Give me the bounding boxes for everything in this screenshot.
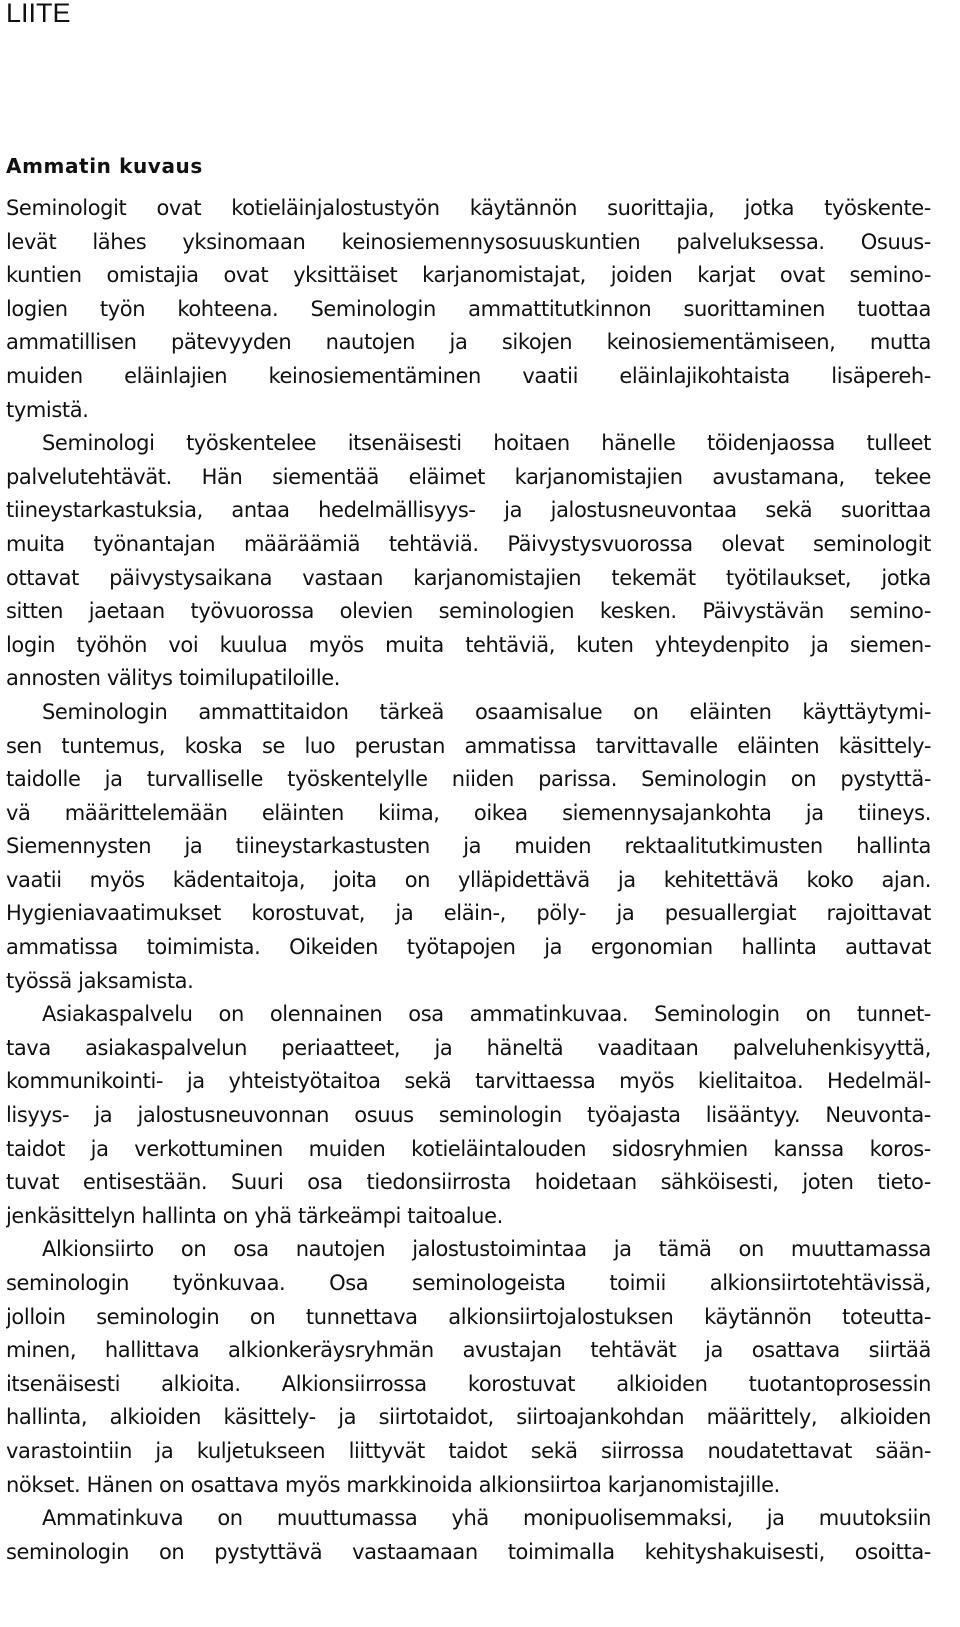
text-line: nökset. Hänen on osattava myös markkinoida alkionsiirtoa karjanomistajille. (6, 1472, 780, 1497)
text-line: muita työnantajan määräämiä tehtäviä. Päivystysvuorossa olevat seminologit (6, 531, 931, 556)
text-line: Seminologit ovat kotieläinjalostustyön käytännön suorittajia, jotka työskente- (6, 196, 931, 220)
text-line: tava asiakaspalvelun periaatteet, ja häneltä vaaditaan palveluhenkisyyttä, (6, 1035, 931, 1060)
text-line: tuvat entisestään. Suuri osa tiedonsiirrosta hoidetaan sähköisesti, joten tieto- (6, 1170, 931, 1195)
section-heading: Ammatin kuvaus (6, 154, 203, 178)
appendix-label: LIITE (6, 0, 71, 28)
text-line: sen tuntemus, koska se luo perustan ammatissa tarvittavalle eläinten käsittely- (6, 733, 931, 758)
text-line: varastointiin ja kuljetukseen liittyvät taidot sekä siirrossa noudatettavat sään- (6, 1438, 931, 1463)
text-line: vaatii myös kädentaitoja, joita on ylläpidettävä ja kehitettävä koko ajan. (6, 867, 931, 892)
text-line: taidot ja verkottuminen muiden kotieläintalouden sidosryhmien kanssa koros- (6, 1136, 931, 1161)
text-line: muiden eläinlajien keinosiementäminen vaatii eläinlajikohtaista lisäpereh- (6, 363, 931, 388)
body-text (6, 192, 931, 1569)
text-line: tymistä. (6, 397, 89, 422)
text-line: ottavat päivystysaikana vastaan karjanomistajien tekemät työtilaukset, jotka (6, 565, 931, 590)
text-line: kuntien omistajia ovat yksittäiset karjanomistajat, joiden karjat ovat semino- (6, 263, 931, 288)
text-line: ammatissa toimimista. Oikeiden työtapojen ja ergonomian hallinta auttavat (6, 935, 931, 960)
text-line: login työhön voi kuulua myös muita tehtäviä, kuten yhteydenpito ja siemen- (6, 632, 931, 657)
text-line: Seminologin ammattitaidon tärkeä osaamisalue on eläinten käyttäytymi- (42, 699, 931, 724)
text-line: tiineystarkastuksia, antaa hedelmällisyys- ja jalostusneuvontaa sekä suorittaa (6, 498, 931, 523)
text-line: lisyys- ja jalostusneuvonnan osuus seminologin työajasta lisääntyy. Neuvonta- (6, 1103, 931, 1128)
text-line: Alkionsiirto on osa nautojen jalostustoimintaa ja tämä on muuttamassa (42, 1237, 931, 1262)
text-line: seminologin on pystyttävä vastaamaan toimimalla kehityshakuisesti, osoitta- (6, 1539, 931, 1564)
text-line: minen, hallittava alkionkeräysryhmän avustajan tehtävät ja osattava siirtää (6, 1338, 931, 1363)
text-line: vä määrittelemään eläinten kiima, oikea siemennysajankohta ja tiineys. (6, 800, 931, 825)
text-line: kommunikointi- ja yhteistyötaitoa sekä tarvittaessa myös kielitaitoa. Hedelmäl- (6, 1069, 931, 1094)
text-line: itsenäisesti alkioita. Alkionsiirrossa korostuvat alkioiden tuotantoprosessin (6, 1371, 931, 1396)
text-line: jolloin seminologin on tunnettava alkionsiirtojalostuksen käytännön toteutta- (6, 1304, 931, 1329)
text-line: annosten välitys toimilupatiloille. (6, 666, 341, 691)
text-line: taidolle ja turvalliselle työskentelylle niiden parissa. Seminologin on pystyttä- (6, 767, 931, 792)
text-line: Seminologi työskentelee itsenäisesti hoitaen hänelle töidenjaossa tulleet (42, 431, 931, 456)
text-line: Asiakaspalvelu on olennainen osa ammatinkuvaa. Seminologin on tunnet- (42, 1002, 931, 1027)
text-line: hallinta, alkioiden käsittely- ja siirtotaidot, siirtoajankohdan määrittely, alkioiden (6, 1405, 931, 1430)
text-line: Hygieniavaatimukset korostuvat, ja eläin-, pöly- ja pesuallergiat rajoittavat (6, 901, 931, 926)
text-line: sitten jaetaan työvuorossa olevien seminologien kesken. Päivystävän semino- (6, 599, 931, 624)
text-line: logien työn kohteena. Seminologin ammattitutkinnon suorittaminen tuottaa (6, 296, 931, 321)
text-line: ammatillisen pätevyyden nautojen ja sikojen keinosiementämiseen, mutta (6, 330, 931, 355)
text-line: seminologin työnkuvaa. Osa seminologeista toimii alkionsiirtotehtävissä, (6, 1271, 931, 1295)
text-line: levät lähes yksinomaan keinosiemennysosuuskuntien palveluksessa. Osuus- (6, 229, 931, 254)
text-line: työssä jaksamista. (6, 968, 194, 993)
text-line: Ammatinkuva on muuttumassa yhä monipuolisemmaksi, ja muutoksiin (42, 1506, 931, 1531)
text-line: jenkäsittelyn hallinta on yhä tärkeämpi taitoalue. (6, 1203, 503, 1228)
text-line: palvelutehtävät. Hän siementää eläimet karjanomistajien avustamana, tekee (6, 464, 931, 489)
text-line: Siemennysten ja tiineystarkastusten ja muiden rektaalitutkimusten hallinta (6, 834, 931, 859)
